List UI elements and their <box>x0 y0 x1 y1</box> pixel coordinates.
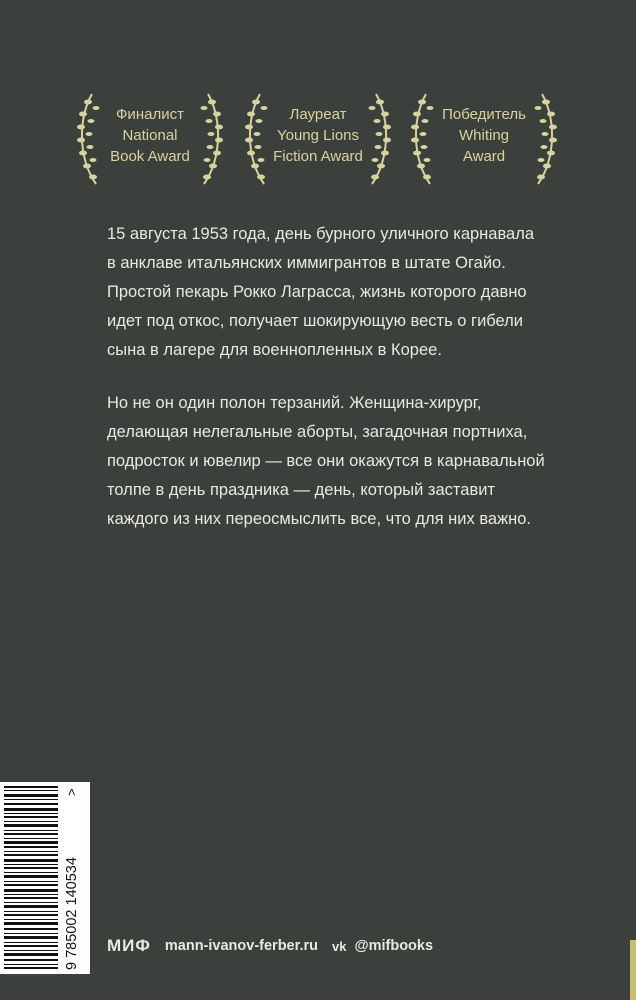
barcode-arrow: > <box>64 788 79 796</box>
publisher-logo: МИФ <box>107 936 151 955</box>
award-line-1: Финалист <box>116 106 184 123</box>
book-description <box>107 220 547 558</box>
isbn-barcode <box>0 782 90 974</box>
award-line-3: Award <box>462 148 506 165</box>
award-line-3: Fiction Award <box>273 148 363 165</box>
award-whiting <box>404 88 564 188</box>
award-label <box>238 104 398 167</box>
award-line-2: National <box>122 127 178 144</box>
award-national-book <box>70 88 230 188</box>
vk-icon[interactable]: vk <box>331 938 347 954</box>
description-paragraph-1: 15 августа 1953 года, день бурного уличного карнавала в анклаве итальянских иммигрантов в штате Огайо. Простой пекарь Рокко Лаграсса, жизнь которого давно идет под откос, получает шокирующую весть о гибели сына в лагере для военнопленных в Корее. <box>107 225 535 359</box>
award-label <box>70 104 230 167</box>
award-line-2: Whiting <box>458 127 510 144</box>
barcode-digits: 9 785002 140534 <box>64 857 80 970</box>
award-label <box>404 104 564 167</box>
awards-row <box>0 88 636 188</box>
award-young-lions <box>238 88 398 188</box>
description-paragraph-2: Но не он один полон терзаний. Женщина-хирург, делающая нелегальные аборты, загадочная портниха, подросток и ювелир — все они окажутся в карнавальной толпе в день праздника — день, который заставит каждого из них переосмыслить все, что для них важно. <box>107 394 545 528</box>
award-line-2: Young Lions <box>276 127 360 144</box>
award-line-1: Лауреат <box>289 106 347 123</box>
award-line-3: Book Award <box>110 148 190 165</box>
barcode-graphic <box>0 782 90 974</box>
social-handle-link[interactable]: @mifbooks <box>354 938 434 954</box>
spine-edge-strip <box>630 940 636 1000</box>
award-line-1: Победитель <box>442 106 526 123</box>
website-link[interactable]: mann-ivanov-ferber.ru <box>164 938 318 954</box>
publisher-footer <box>107 934 433 958</box>
